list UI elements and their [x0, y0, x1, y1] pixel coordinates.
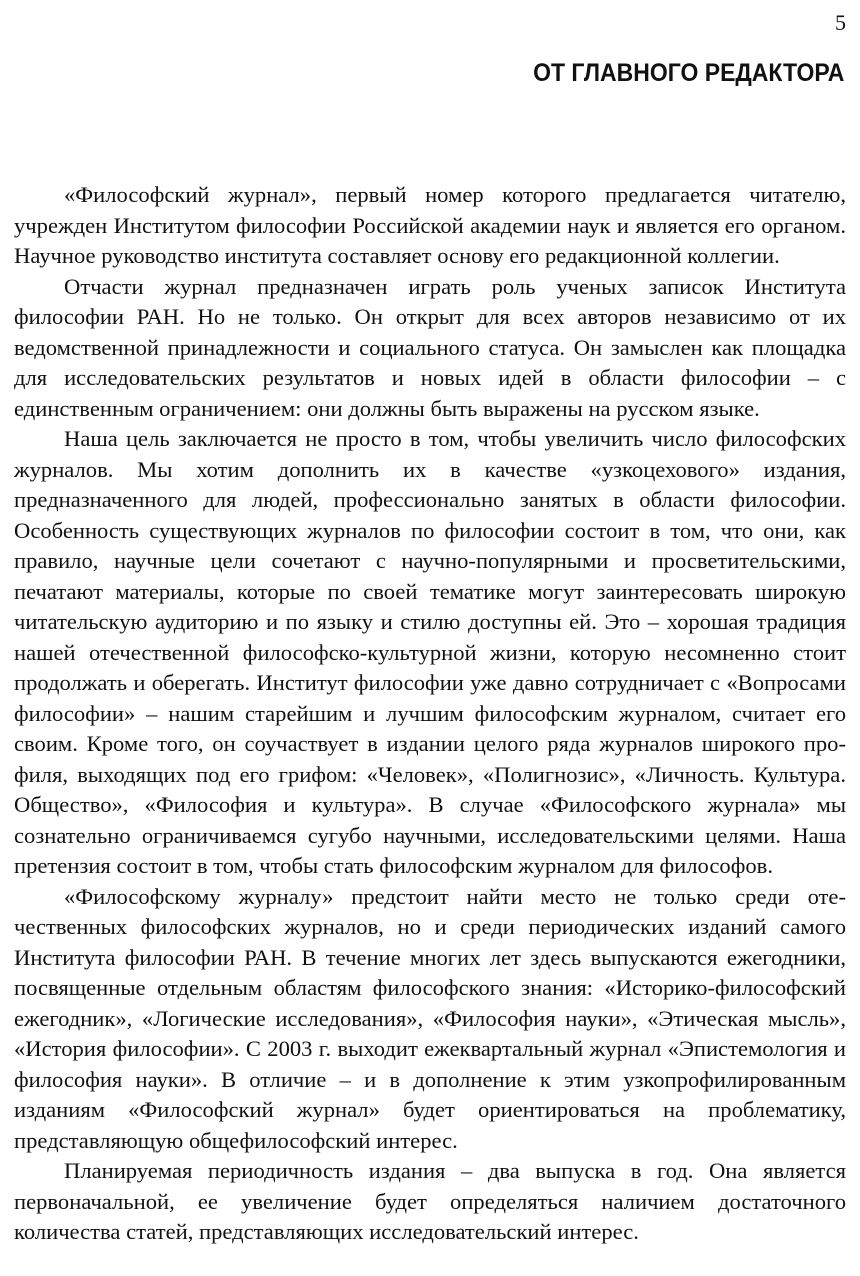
paragraph-2: Отчасти журнал предназначен играть роль ученых записок Института философии РАН. Но не только. Он открыт для всех авторов независимо от их ведомственной принадлежности и социального статуса. Он замыслен как площадка для исследовательских результатов и новых идей в области философии – с единственным ограничением: они должны быть выражены на русском языке. [14, 273, 846, 421]
page-number: 5 [835, 10, 846, 35]
paragraph-1: «Философский журнал», первый номер которого предлагается читателю, учрежден Институтом философии Российской академии наук и является его органом. Научное руководство института составляет основу его редакционной коллегии. [14, 182, 846, 268]
paragraph-3: Наша цель заключается не просто в том, чтобы увеличить число философских журналов. Мы хотим дополнить их в качестве «узкоцехового» издания, предназначенного для людей, профессионально занятых в области философии. Особенность существующих журналов по философии состоит в том, что они, как правило, научные цели сочетают с научно-популярными и просветительскими, печатают материалы, которые по своей тематике могут заинтересовать широкую читательскую аудиторию и по языку и стилю доступны ей. Это – хорошая традиция нашей отечественной философско-культурной жизни, которую несомненно стоит продолжать и оберегать. Институт философии уже давно сотрудничает с «Вопросами философии» – нашим старейшим и лучшим философским журналом, считает его своим. Кроме того, он соучаствует в издании целого ряда журналов широкого профиля, выходящих под его грифом: «Человек», «Полигнозис», «Личность. Культура. Общество», «Философия и культура». В случае «Философского журнала» мы сознательно ограничиваемся сугубо научными, исследовательскими целями. Наша претензия состоит в том, чтобы стать философским журналом для философов. [14, 426, 846, 878]
page-title: ОТ ГЛАВНОГО РЕДАКТОРА [532, 59, 844, 87]
paragraph-4: «Философскому журналу» предстоит найти место не только среди отечественных философских журналов, но и среди периодических изданий самого Института философии РАН. В течение многих лет здесь выпускаются ежегодники, посвященные отдельным областям философского знания: «Историко-философский ежегодник», «Логические исследования», «Философия науки», «Этическая мысль», «История философии». С 2003 г. выходит ежеквартальный журнал «Эпистемология и философия науки». В отличие – и в дополнение к этим узкопрофилированным изданиям «Философский журнал» будет ориентироваться на проблематику, представляющую общефилософский интерес. [14, 883, 846, 1153]
article-body [14, 180, 846, 1248]
paragraph-5: Планируемая периодичность издания – два выпуска в год. Она является первоначальной, ее увеличение будет определяться наличием достаточного количества статей, представляющих исследовательский интерес. [14, 1158, 846, 1244]
